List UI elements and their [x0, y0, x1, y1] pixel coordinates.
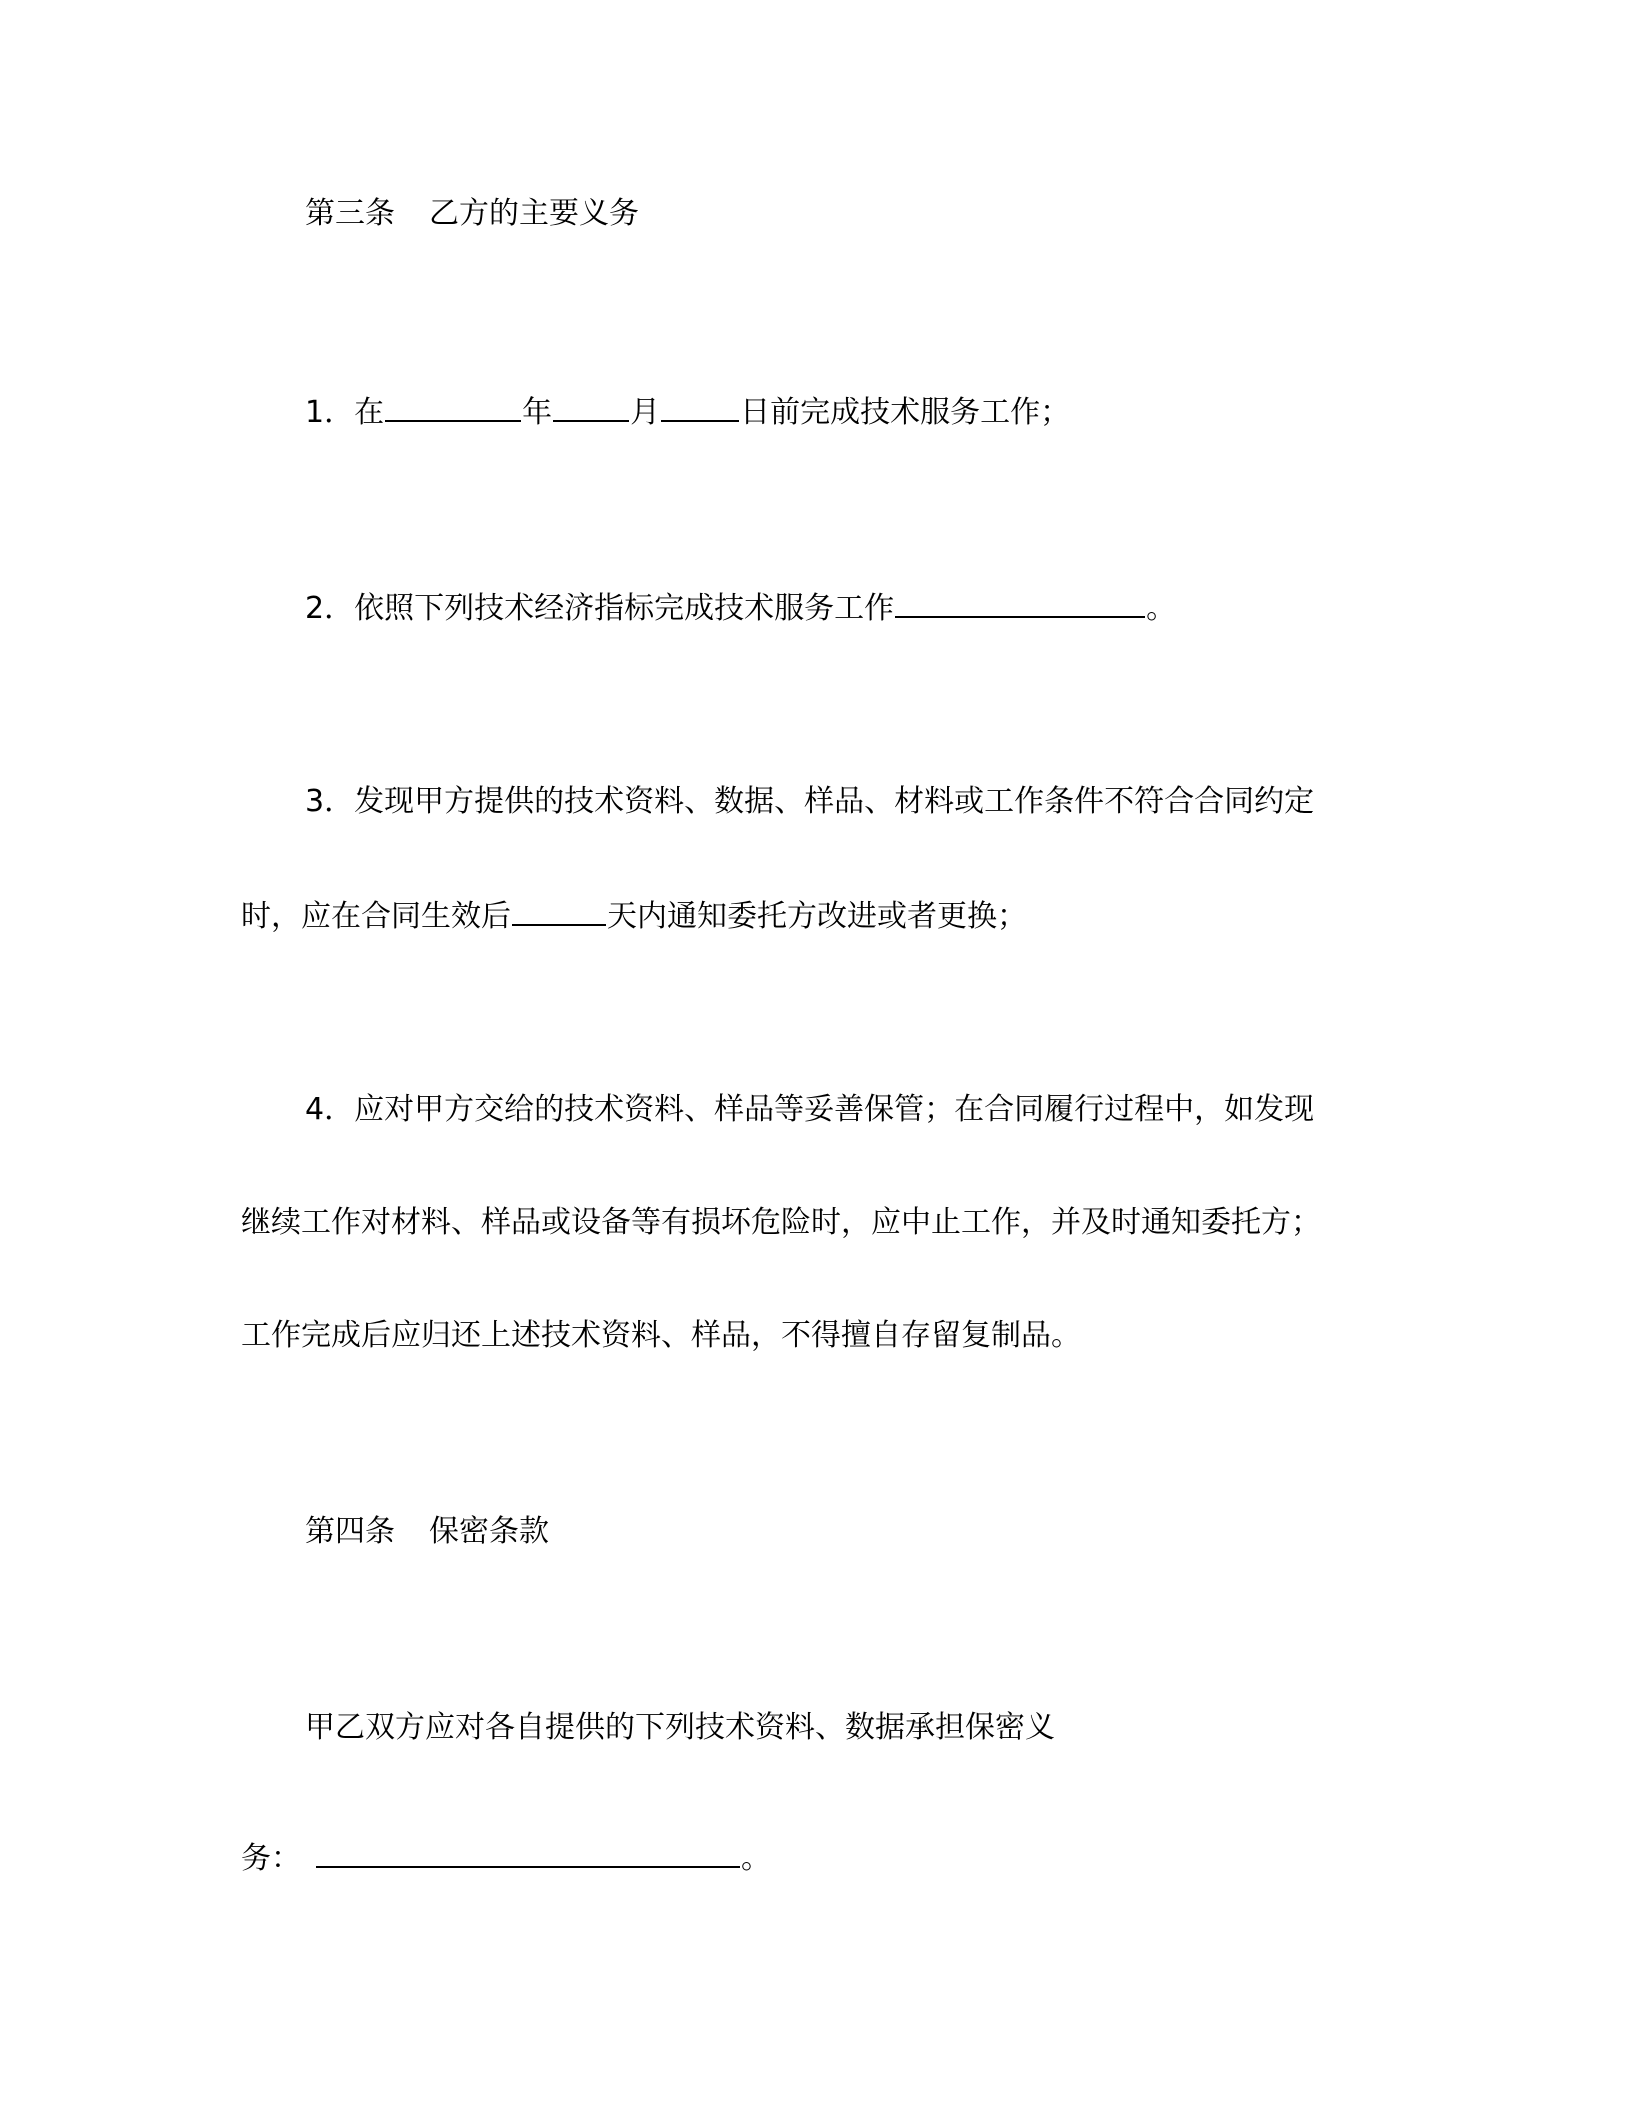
item-4-text-line-1: 应对甲方交给的技术资料、样品等妥善保管；在合同履行过程中，如发现: [354, 1092, 1315, 1127]
month-blank[interactable]: [553, 390, 629, 422]
item-2: [305, 586, 1176, 629]
item-3-text-line-2a: 时，应在合同生效后: [241, 899, 511, 934]
technical-indicators-blank[interactable]: [895, 586, 1145, 618]
item-1-number: 1．: [305, 395, 355, 430]
notify-days-blank[interactable]: [512, 894, 606, 926]
item-3-line-2: [241, 894, 1027, 937]
article-4-heading: [305, 1512, 549, 1552]
item-1-text-b: 年: [522, 395, 553, 430]
item-3-line-1: [305, 782, 1314, 822]
item-4-text-line-3: 工作完成后应归还上述技术资料、样品，不得擅自存留复制品。: [241, 1318, 1081, 1353]
article-4-title: 保密条款: [429, 1514, 549, 1549]
item-1-text-a: 在: [354, 395, 385, 430]
item-3-number: 3．: [305, 784, 355, 819]
item-1-text-c: 月: [630, 395, 661, 430]
item-1: [305, 390, 1070, 433]
confidentiality-line-2: [241, 1836, 771, 1879]
confidential-materials-blank[interactable]: [316, 1836, 740, 1868]
article-3-number: 第三条: [305, 196, 395, 231]
item-4-number: 4．: [305, 1092, 355, 1127]
item-3-text-line-1: 发现甲方提供的技术资料、数据、样品、材料或工作条件不符合合同约定: [354, 784, 1315, 819]
item-4-line-3: [241, 1316, 1081, 1356]
year-blank[interactable]: [385, 390, 521, 422]
item-2-number: 2．: [305, 591, 355, 626]
confidentiality-line-1: [305, 1708, 1055, 1748]
article-3-title: 乙方的主要义务: [429, 196, 639, 231]
article-4-number: 第四条: [305, 1514, 395, 1549]
item-3-text-line-2b: 天内通知委托方改进或者更换；: [607, 899, 1027, 934]
item-4-line-2: [241, 1203, 1321, 1243]
confidentiality-text-line-1: 甲乙双方应对各自提供的下列技术资料、数据承担保密义: [305, 1710, 1055, 1745]
item-1-text-d: 日前完成技术服务工作；: [740, 395, 1071, 430]
day-blank[interactable]: [661, 390, 739, 422]
article-3-heading: [305, 194, 639, 234]
confidentiality-text-line-2a: 务：: [241, 1841, 301, 1876]
item-2-text-b: 。: [1146, 591, 1177, 626]
item-2-text-a: 依照下列技术经济指标完成技术服务工作: [354, 591, 895, 626]
confidentiality-text-line-2b: 。: [741, 1841, 771, 1876]
item-4-text-line-2: 继续工作对材料、样品或设备等有损坏危险时，应中止工作，并及时通知委托方；: [241, 1205, 1321, 1240]
item-4-line-1: [305, 1090, 1314, 1130]
